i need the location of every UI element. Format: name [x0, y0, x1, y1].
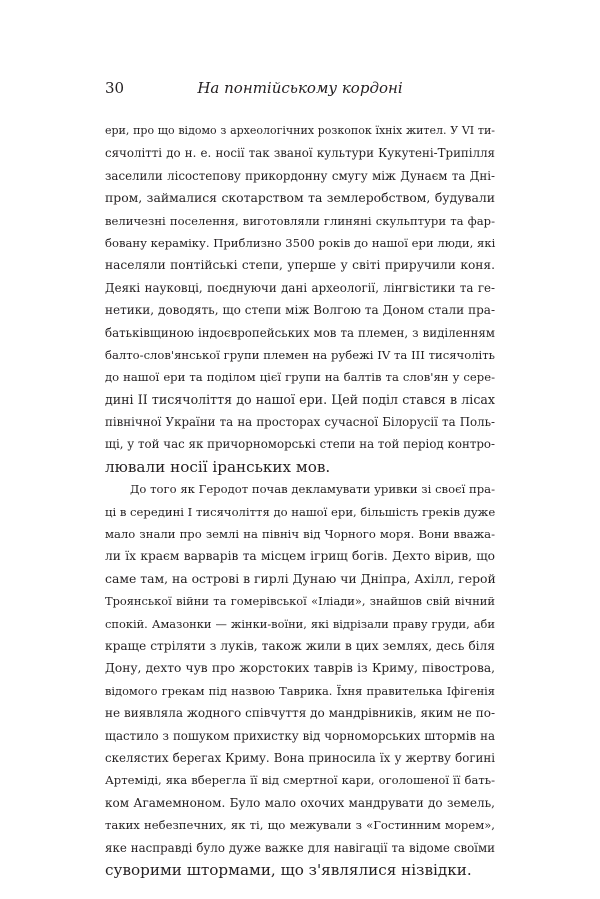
- text-line: суворими штормами, що з'являлися нізвідки.: [105, 860, 472, 879]
- text-line: саме там, на острові в гирлі Дунаю чи Дніпра, Ахілл, герой: [105, 570, 496, 586]
- text-line: бовану кераміку. Приблизно 3500 років до нашої ери люди, які: [105, 235, 496, 250]
- text-line: ери, про що відомо з археологічних розкопок їхніх жител. У VI ти-: [105, 124, 495, 137]
- running-title: На понтійському кордоні: [197, 79, 403, 97]
- text-line: лювали носії іранських мов.: [105, 457, 331, 476]
- text-line: Артеміді, яка вберегла її від смертної кари, оголошеної її бать-: [105, 773, 495, 788]
- text-line: мало знали про землі на північ від Чорного моря. Вони вважа-: [105, 527, 495, 542]
- text-line: нетики, доводять, що степи між Волгою та Доном стали пра-: [105, 303, 495, 318]
- page-number: 30: [105, 79, 125, 97]
- text-line: не виявляла жодного співчуття до мандрівників, яким не по-: [105, 706, 495, 721]
- text-line: до нашої ери та поділом цієї групи на балтів та слов'ян у сере-: [105, 370, 495, 385]
- paragraph-2: [105, 478, 495, 881]
- text-line: щастило з пошуком прихистку від чорноморських штормів на: [105, 728, 495, 743]
- text-line: ли їх краєм варварів та місцем ігрищ богів. Дехто вірив, що: [105, 549, 495, 564]
- text-line: Троянської війни та гомерівської «Іліади», знайшов свій вічний: [105, 594, 495, 609]
- text-line: заселили лісостепову прикордонну смугу між Дунаєм та Дні-: [105, 168, 495, 183]
- paragraph-1: [105, 120, 495, 478]
- text-line: Деякі науковці, поєднуючи дані археології, лінгвістики та ге-: [105, 280, 495, 295]
- text-line: пром, займалися скотарством та землеробством, будували: [105, 190, 495, 206]
- text-line: ці в середині I тисячоліття до нашої ери, більшість греків дуже: [105, 504, 496, 519]
- text-line: дині II тисячоліття до нашої ери. Цей поділ стався в лісах: [105, 391, 495, 407]
- text-line: краще стріляти з луків, також жили в цих землях, десь біля: [105, 638, 495, 653]
- text-line: скелястих берегах Криму. Вона приносила їх у жертву богині: [105, 750, 495, 765]
- text-line: населяли понтійські степи, уперше у світі приручили коня.: [105, 258, 495, 273]
- text-line: щі, у той час як причорноморські степи на той період контро-: [105, 437, 495, 452]
- text-line: ком Агамемноном. Було мало охочих мандрувати до земель,: [105, 795, 495, 810]
- text-line: батьківщиною індоєвропейських мов та племен, з виділенням: [105, 325, 495, 340]
- text-line: яке насправді було дуже важке для навігації та відоме своїми: [105, 840, 495, 855]
- text-line: До того як Геродот почав декламувати уривки зі своєї пра-: [130, 482, 495, 497]
- body-text: [105, 120, 495, 881]
- text-line: балто-слов'янської групи племен на рубежі IV та III тисячоліть: [105, 347, 495, 362]
- text-line: сячолітті до н. е. носії так званої культури Кукутені-Трипілля: [105, 146, 495, 161]
- text-line: спокій. Амазонки — жінки-воїни, які відрізали праву груди, аби: [105, 616, 495, 631]
- text-line: відомого грекам під назвою Таврика. Їхня правителька Іфігенія: [105, 683, 495, 698]
- text-line: північної України та на просторах сучасної Білорусії та Поль-: [105, 415, 495, 430]
- text-line: Дону, дехто чув про жорстоких таврів із Криму, півострова,: [105, 661, 495, 676]
- text-line: таких небезпечних, як ті, що межували з «Гостинним морем»,: [105, 818, 495, 833]
- text-line: величезні поселення, виготовляли глиняні скульптури та фар-: [105, 213, 495, 228]
